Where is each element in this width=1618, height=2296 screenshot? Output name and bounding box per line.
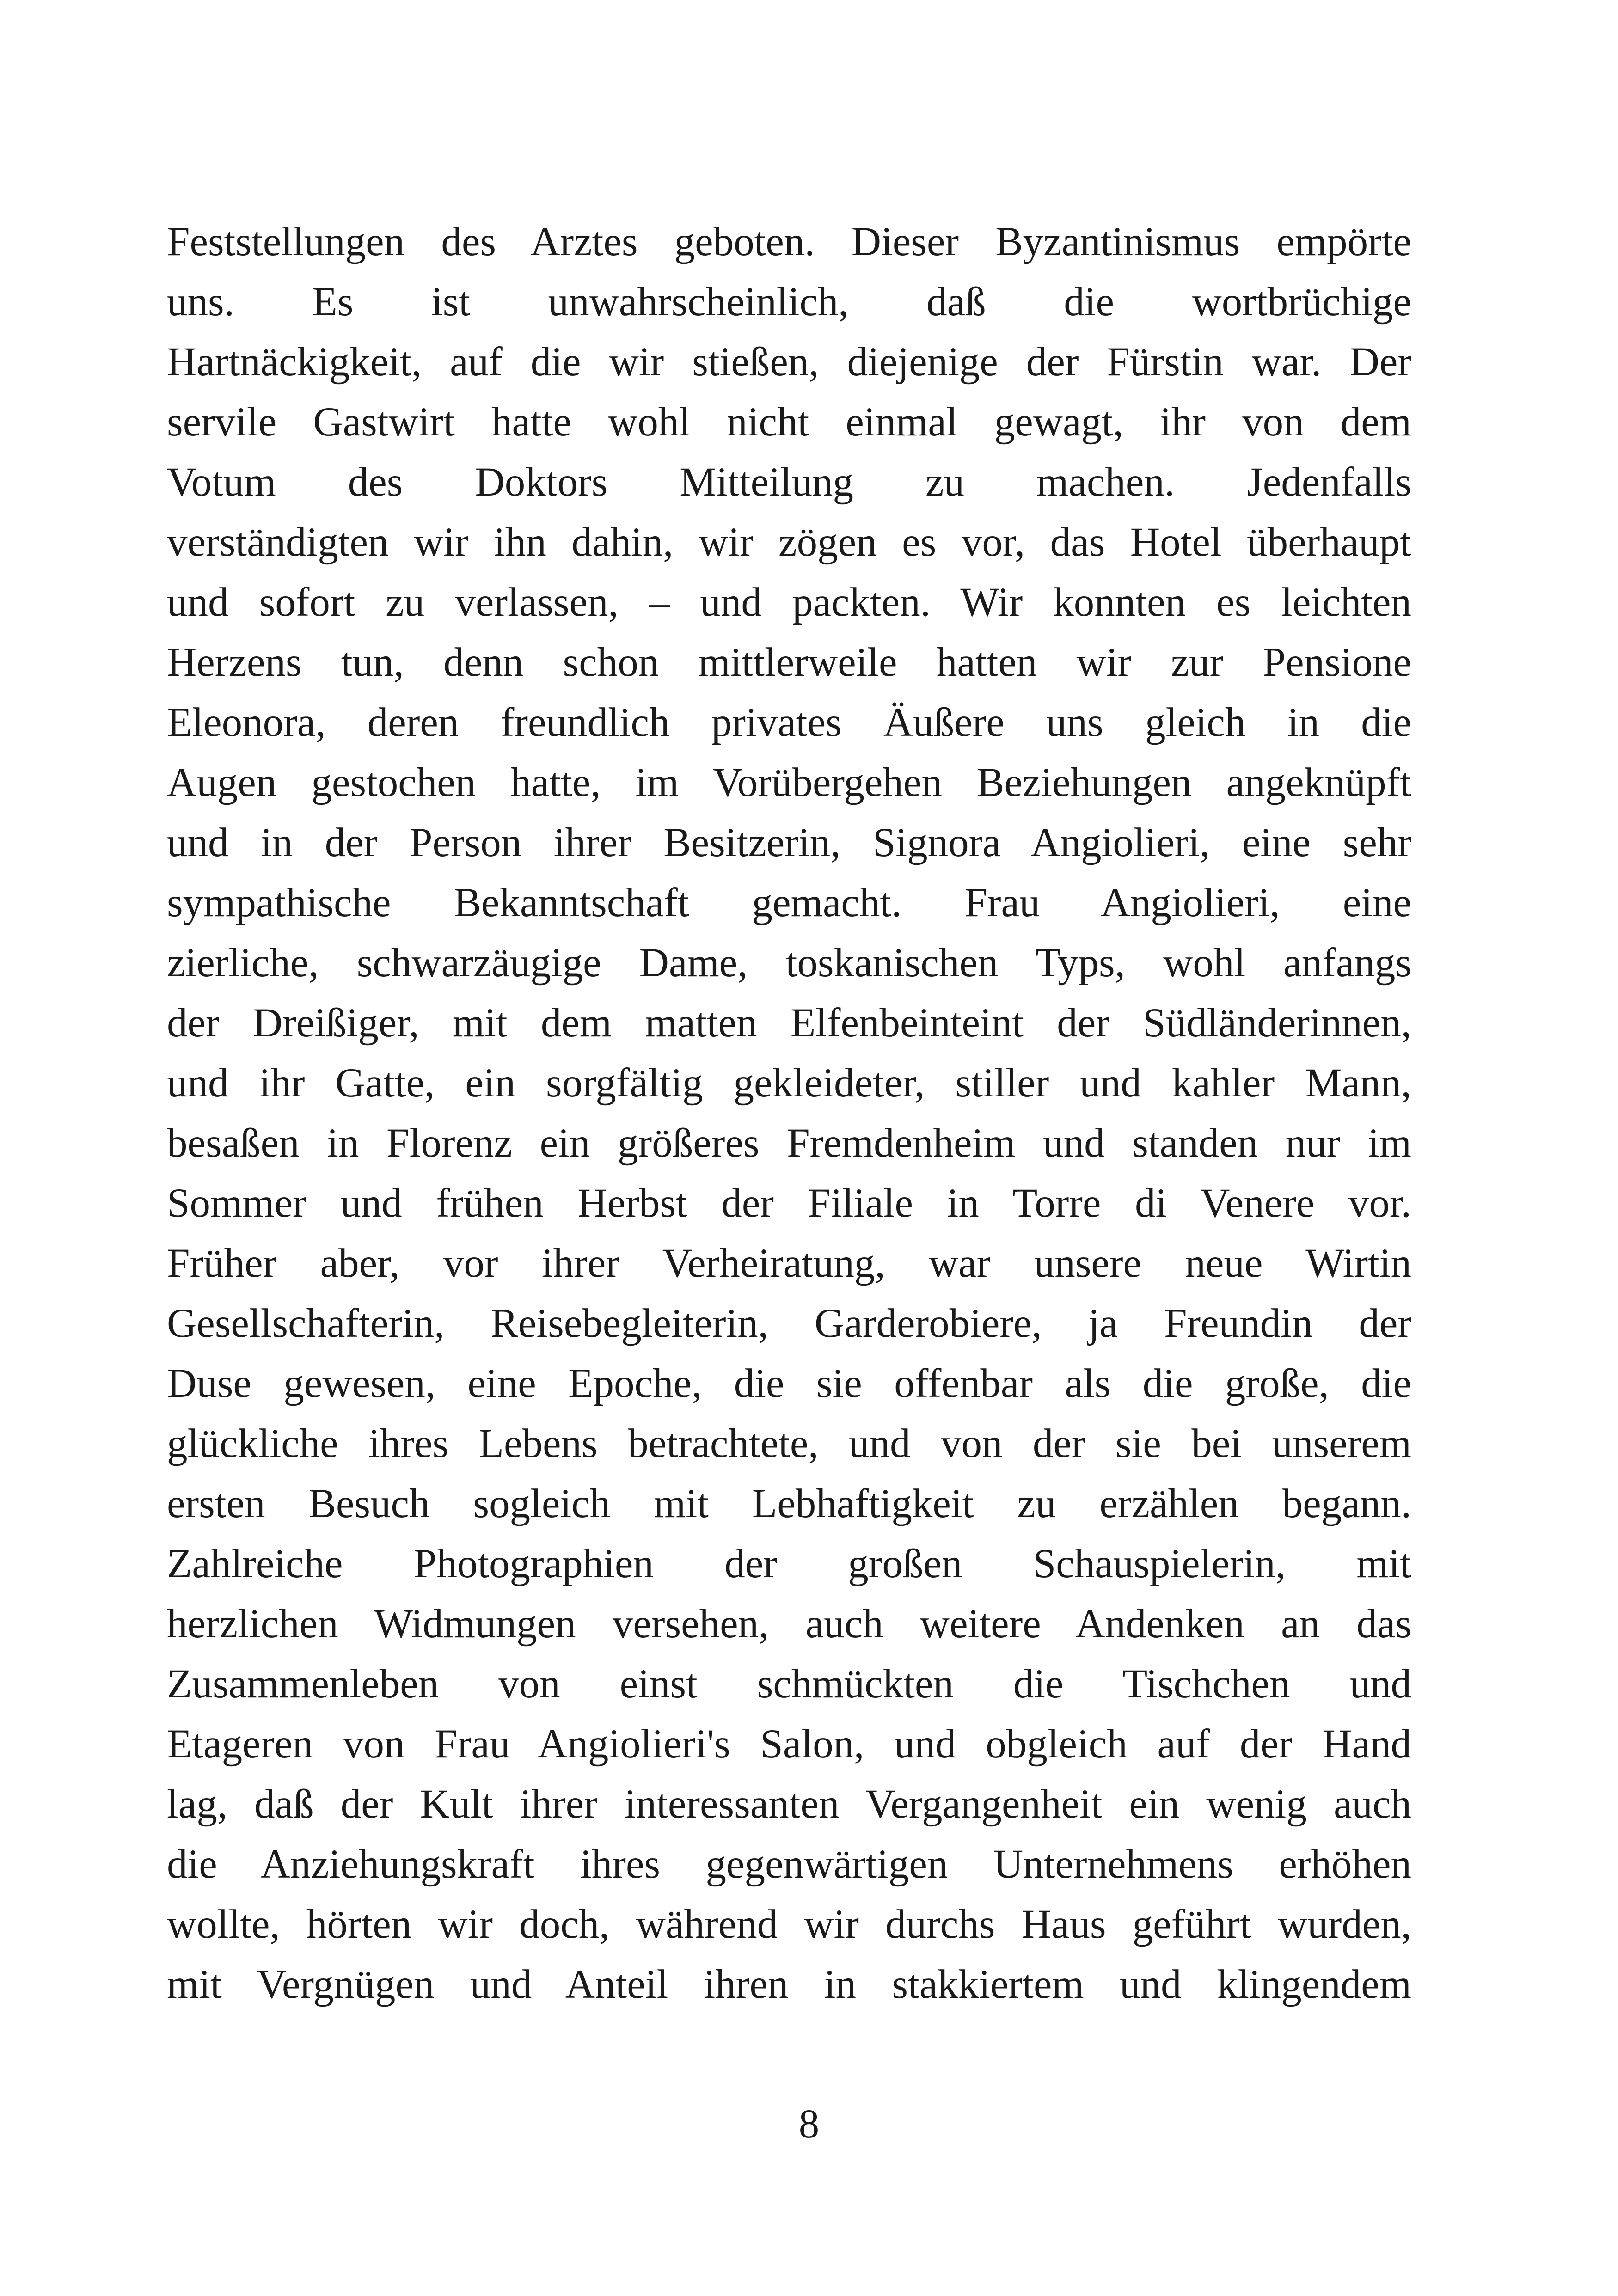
text-line: Hartnäckigkeit, auf die wir stießen, diejenige der Fürstin war. Der xyxy=(167,339,1411,385)
page-number: 8 xyxy=(798,2101,820,2147)
text-line: und in der Person ihrer Besitzerin, Signora Angiolieri, eine sehr xyxy=(167,820,1411,865)
text-line: und sofort zu verlassen, – und packten. Wir konnten es leichten xyxy=(167,580,1411,625)
text-line: Sommer und frühen Herbst der Filiale in Torre di Venere vor. xyxy=(167,1181,1411,1226)
text-line: die Anziehungskraft ihres gegenwärtigen Unternehmens erhöhen xyxy=(167,1842,1411,1887)
text-line: ersten Besuch sogleich mit Lebhaftigkeit zu erzählen begann. xyxy=(167,1481,1411,1526)
text-line: uns. Es ist unwahrscheinlich, daß die wortbrüchige xyxy=(167,279,1411,325)
text-line: sympathische Bekanntschaft gemacht. Frau Angiolieri, eine xyxy=(167,880,1411,925)
text-line: servile Gastwirt hatte wohl nicht einmal gewagt, ihr von dem xyxy=(167,399,1411,445)
text-line: wollte, hörten wir doch, während wir durchs Haus geführt wurden, xyxy=(167,1902,1411,1947)
text-line: Gesellschafterin, Reisebegleiterin, Garderobiere, ja Freundin der xyxy=(167,1301,1411,1346)
text-line: mit Vergnügen und Anteil ihren in stakkiertem und klingendem xyxy=(167,1962,1411,2007)
text-line: Feststellungen des Arztes geboten. Dieser Byzantinismus empörte xyxy=(167,219,1411,264)
text-line: Herzens tun, denn schon mittlerweile hatten wir zur Pensione xyxy=(167,640,1411,685)
body-text xyxy=(167,212,1411,2014)
text-line: lag, daß der Kult ihrer interessanten Vergangenheit ein wenig auch xyxy=(167,1782,1411,1827)
text-line: verständigten wir ihn dahin, wir zögen es vor, das Hotel überhaupt xyxy=(167,520,1411,565)
text-line: Augen gestochen hatte, im Vorübergehen Beziehungen angeknüpft xyxy=(167,760,1411,805)
text-line: Etageren von Frau Angiolieri's Salon, und obgleich auf der Hand xyxy=(167,1721,1411,1767)
text-line: besaßen in Florenz ein größeres Fremdenheim und standen nur im xyxy=(167,1120,1411,1166)
text-line: Zahlreiche Photographien der großen Schauspielerin, mit xyxy=(167,1541,1411,1586)
text-line: glückliche ihres Lebens betrachtete, und von der sie bei unserem xyxy=(167,1421,1411,1466)
text-line: der Dreißiger, mit dem matten Elfenbeinteint der Südländerinnen, xyxy=(167,1000,1411,1046)
text-line: und ihr Gatte, ein sorgfältig gekleideter, stiller und kahler Mann, xyxy=(167,1060,1411,1106)
text-line: Duse gewesen, eine Epoche, die sie offenbar als die große, die xyxy=(167,1361,1411,1406)
text-line: Früher aber, vor ihrer Verheiratung, war unsere neue Wirtin xyxy=(167,1241,1411,1286)
text-line: zierliche, schwarzäugige Dame, toskanischen Typs, wohl anfangs xyxy=(167,940,1411,986)
text-line: Votum des Doktors Mitteilung zu machen. Jedenfalls xyxy=(167,459,1411,505)
text-line: Eleonora, deren freundlich privates Äußere uns gleich in die xyxy=(167,700,1411,745)
text-line: herzlichen Widmungen versehen, auch weitere Andenken an das xyxy=(167,1601,1411,1647)
text-line: Zusammenleben von einst schmückten die Tischchen und xyxy=(167,1661,1411,1707)
